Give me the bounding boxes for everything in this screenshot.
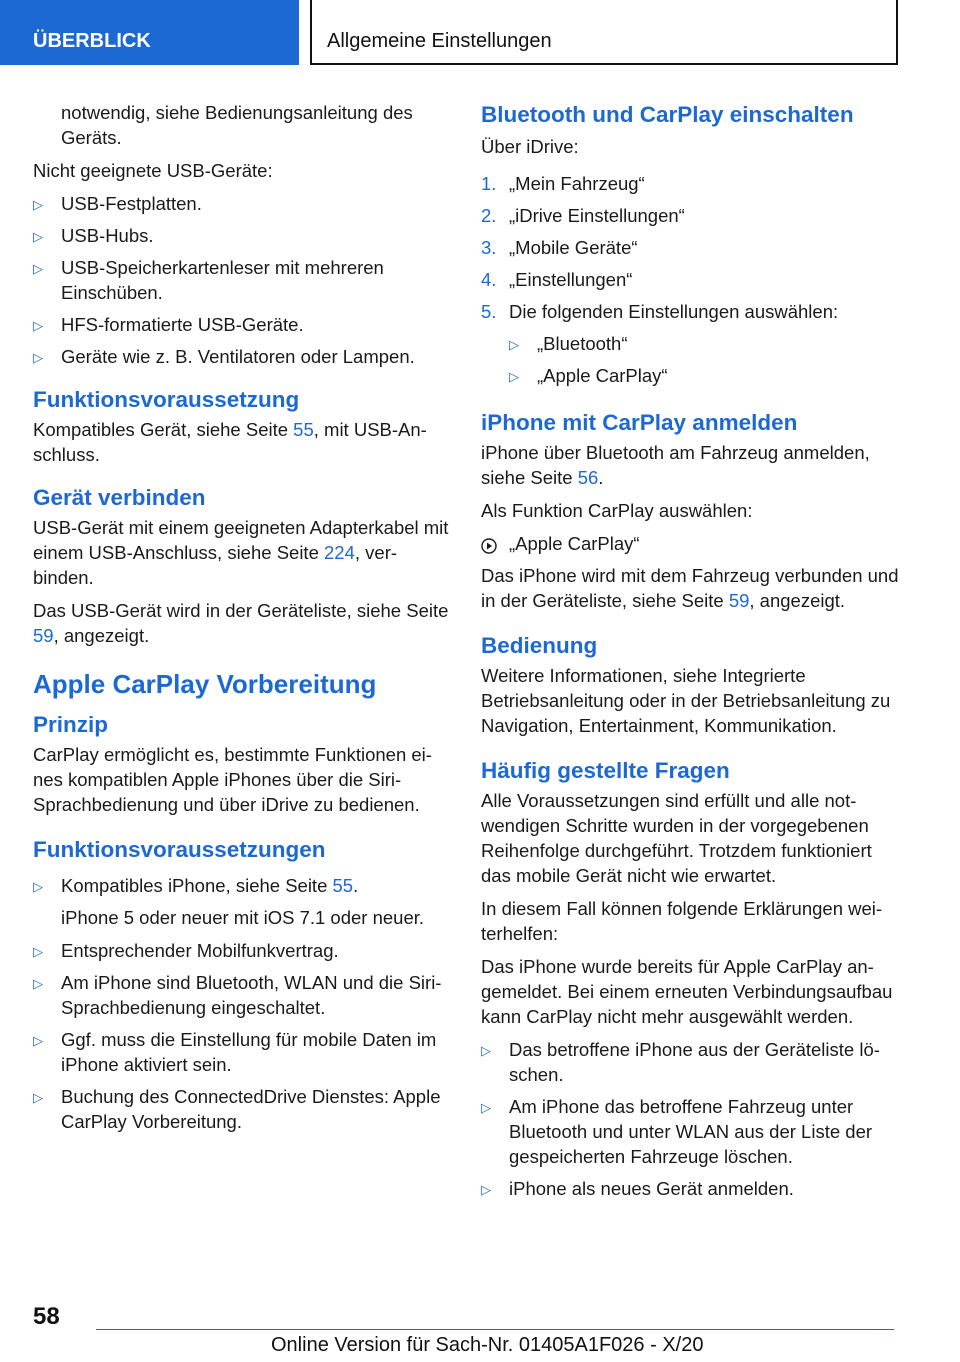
triangle-bullet-icon: ▷ [33, 350, 43, 365]
step-item: 4. „Einstellungen“ [481, 269, 633, 290]
list-item: ▷ USB-Festplatten. [33, 191, 451, 216]
principle-text: CarPlay ermöglicht es, bestimmte Funktionen eines kompatiblen Apple iPhones über die Siri-Sprachbedienung und über iDrive zu bedienen. [33, 744, 432, 815]
heading-carplay: Apple CarPlay Vorbereitung [33, 669, 377, 699]
page-link-59[interactable]: 59 [33, 625, 54, 646]
heading-principle: Prinzip [33, 712, 109, 737]
list-item: ▷ Kompatibles iPhone, siehe Seite 55. [33, 873, 451, 898]
page-link-55[interactable]: 55 [293, 419, 314, 440]
list-item: ▷ HFS-formatierte USB-Geräte. [33, 312, 451, 337]
heading-operation: Bedienung [481, 633, 598, 658]
triangle-bullet-icon: ▷ [33, 197, 43, 212]
requirement-note: iPhone 5 oder neuer mit iOS 7.1 oder neuer. [61, 907, 425, 928]
triangle-bullet-icon: ▷ [33, 1033, 43, 1048]
requirement-text: Kompatibles Gerät, siehe Seite 55, mit USB-Anschluss. [33, 419, 427, 465]
triangle-bullet-icon: ▷ [33, 261, 43, 276]
triangle-bullet-icon: ▷ [481, 1043, 491, 1058]
step-item: 1. „Mein Fahrzeug“ [481, 173, 645, 194]
list-item: ▷ Entsprechender Mobilfunkvertrag. [33, 938, 451, 963]
list-item: ▷ „Apple CarPlay“ [509, 363, 901, 388]
section-label: ÜBERBLICK [33, 30, 151, 52]
list-item: ▷ Am iPhone das betroffene Fahrzeug unter Bluetooth und unter WLAN aus der Liste der gespeicherten Fahrzeuge löschen. [481, 1096, 873, 1167]
list-item: ▷ USB-Hubs. [33, 223, 451, 248]
controller-arrow-icon [481, 535, 497, 560]
heading-bluetooth-carplay: Bluetooth und CarPlay einschalten [481, 102, 854, 127]
triangle-bullet-icon: ▷ [33, 1090, 43, 1105]
operation-text: Weitere Informationen, siehe Integrierte Betriebsanleitung oder in der Betriebsanleitung zu Navigation, Entertainment, Kommunikation. [481, 665, 891, 736]
list-item: ▷ „Bluetooth“ [509, 331, 901, 356]
step-item: 3. „Mobile Geräte“ [481, 237, 638, 258]
select-label: Als Funktion CarPlay auswählen: [481, 500, 753, 521]
steps-list [481, 171, 901, 324]
list-item: ▷ Das betroffene iPhone aus der Geräteliste löschen. [481, 1039, 880, 1085]
triangle-bullet-icon: ▷ [481, 1100, 491, 1115]
left-column [33, 100, 451, 1141]
device-list-text: Das USB-Gerät wird in der Geräteliste, siehe Seite 59, angezeigt. [33, 600, 449, 646]
faq-text-3: Das iPhone wurde bereits für Apple CarPlay angemeldet. Bei einem erneuten Verbindungsaufbau kann CarPlay nicht mehr ausgewählt werden. [481, 956, 893, 1027]
faq-text-1: Alle Voraussetzungen sind erfüllt und alle notwendigen Schritte wurden in der vorgegebenen Reihenfolge durchgeführt. Trotzdem funktioniert das mobile Gerät nicht wie erwartet. [481, 790, 872, 886]
chapter-header [310, 0, 898, 65]
triangle-bullet-icon: ▷ [481, 1182, 491, 1197]
unsuitable-label: Nicht geeignete USB-Geräte: [33, 160, 273, 181]
page-link-56[interactable]: 56 [577, 467, 599, 488]
fix-list [481, 1037, 901, 1201]
list-item: ▷ Am iPhone sind Bluetooth, WLAN und die Siri-Sprachbedienung eingeschaltet. [33, 972, 442, 1018]
triangle-bullet-icon: ▷ [33, 879, 43, 894]
intro-continuation: notwendig, siehe Bedienungsanleitung des Geräts. [61, 102, 413, 148]
triangle-bullet-icon: ▷ [33, 229, 43, 244]
step-item: 2. „iDrive Einstellungen“ [481, 205, 685, 226]
triangle-bullet-icon: ▷ [509, 337, 519, 352]
login-text: iPhone über Bluetooth am Fahrzeug anmelden, siehe Seite 56. [481, 442, 870, 488]
heading-iphone-login: iPhone mit CarPlay anmelden [481, 410, 798, 435]
chapter-title: Allgemeine Einstellungen [327, 30, 552, 52]
right-column [481, 100, 901, 1208]
triangle-bullet-icon: ▷ [509, 369, 519, 384]
list-item: ▷ Ggf. muss die Einstellung für mobile Daten im iPhone aktiviert sein. [33, 1029, 437, 1075]
list-item: ▷ iPhone als neues Gerät anmelden. [481, 1176, 901, 1201]
heading-connect: Gerät verbinden [33, 485, 206, 510]
heading-requirement: Funktionsvoraussetzung [33, 387, 300, 412]
unsuitable-list [33, 191, 451, 369]
via-idrive: Über iDrive: [481, 136, 579, 157]
triangle-bullet-icon: ▷ [33, 318, 43, 333]
page-link-224[interactable]: 224 [324, 542, 355, 563]
heading-faq: Häufig gestellte Fragen [481, 758, 730, 783]
requirements-list [33, 873, 451, 898]
select-item: „Apple CarPlay“ [481, 531, 901, 556]
list-item: ▷ Geräte wie z. B. Ventilatoren oder Lampen. [33, 344, 451, 369]
list-item: ▷ Buchung des ConnectedDrive Dienstes: Apple CarPlay Vorbereitung. [33, 1086, 441, 1132]
page-number: 58 [33, 1303, 60, 1330]
footer-divider [96, 1329, 894, 1330]
page-link-55[interactable]: 55 [332, 875, 354, 896]
triangle-bullet-icon: ▷ [33, 944, 43, 959]
requirements-list-cont [33, 938, 451, 1134]
heading-requirements: Funktionsvoraussetzungen [33, 837, 326, 862]
connect-text: USB-Gerät mit einem geeigneten Adapterkabel mit einem USB-Anschluss, siehe Seite 224, verbinden. [33, 517, 449, 588]
faq-text-2: In diesem Fall können folgende Erklärungen weiterhelfen: [481, 898, 883, 944]
list-item: ▷ USB-Speicherkartenleser mit mehreren Einschüben. [33, 257, 384, 303]
triangle-bullet-icon: ▷ [33, 976, 43, 991]
step-item: 5. Die folgenden Einstellungen auswählen: [481, 301, 839, 322]
connected-text: Das iPhone wird mit dem Fahrzeug verbunden und in der Geräteliste, siehe Seite 59, angezeigt. [481, 565, 899, 611]
settings-sublist [509, 331, 901, 388]
footer-text: Online Version für Sach-Nr. 01405A1F026 - X/20 [271, 1334, 704, 1356]
page-link-59[interactable]: 59 [728, 590, 750, 611]
section-tab[interactable] [0, 0, 299, 65]
